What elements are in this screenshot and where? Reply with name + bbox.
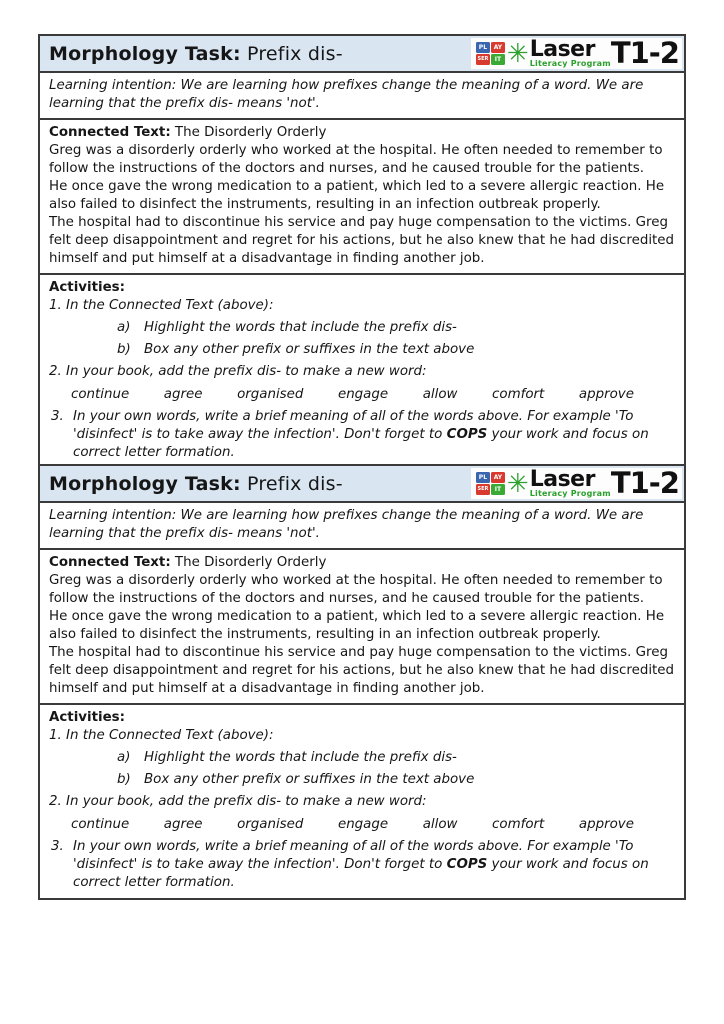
connected-text-label: Connected Text:: [49, 555, 171, 570]
tile-pl: PL: [476, 42, 490, 53]
tile-it: IT: [491, 484, 505, 495]
tile-it: IT: [491, 54, 505, 65]
connected-text-title: The Disorderly Orderly: [170, 125, 327, 140]
word: comfort: [492, 817, 545, 832]
learning-intention: Learning intention: We are learning how prefixes change the meaning of a word. We are learning that the prefix dis- means 'not'.: [40, 71, 684, 118]
list-marker: b): [117, 772, 131, 787]
laser-starburst-icon: ✳: [506, 38, 529, 69]
title-bold: Morphology Task:: [49, 42, 241, 65]
word: organised: [237, 817, 304, 832]
connected-text-cell: [40, 548, 684, 703]
section-header: [40, 36, 684, 71]
word: organised: [237, 387, 304, 402]
activity-item-3: [49, 408, 675, 462]
item-3-pre: In your own words, write a brief meaning of all of the words above. For example 'To 'disinfect' is to take away the infection'. Don't forget to: [73, 409, 634, 442]
brand-subtitle: Literacy Program: [529, 488, 611, 498]
tile-ay: AY: [491, 472, 505, 483]
activities-cell: [40, 703, 684, 898]
activity-item-1b-text: Box any other prefix or suffixes in the text above: [144, 772, 475, 787]
cops-acronym: COPS: [446, 857, 488, 872]
connected-text-cell: [40, 118, 684, 273]
word-list: [49, 386, 634, 404]
brand-subtitle: Literacy Program: [529, 58, 611, 68]
word: continue: [71, 387, 130, 402]
connected-text-paragraph: The hospital had to discontinue his service and pay huge compensation to the victims. Greg felt deep disappointment and regret for his actions, but he also knew that he had discredited himself and put himself at a disadvantage in finding another job.: [49, 215, 675, 266]
activity-item-3-text: [73, 838, 675, 892]
connected-text-paragraph: Greg was a disorderly orderly who worked at the hospital. He often needed to remember to follow the instructions of the doctors and nurses, and he caused trouble for the patients.: [49, 573, 663, 606]
word-list: [49, 816, 634, 834]
list-marker: 3.: [51, 839, 64, 854]
list-marker: b): [117, 342, 131, 357]
activity-item-3-text: [73, 408, 675, 462]
activity-item-2: 2. In your book, add the prefix dis- to make a new word:: [49, 364, 427, 379]
brand-name: Laser: [529, 36, 595, 62]
brand-name: Laser: [529, 466, 595, 492]
list-marker: 3.: [51, 409, 64, 424]
activity-item-1a: [49, 319, 675, 337]
play-tiles-icon: [476, 42, 505, 65]
tile-pl: PL: [476, 472, 490, 483]
connected-text-paragraph: Greg was a disorderly orderly who worked at the hospital. He often needed to remember to follow the instructions of the doctors and nurses, and he caused trouble for the patients.: [49, 143, 663, 176]
program-code: T1-2: [610, 466, 679, 500]
word: agree: [163, 817, 203, 832]
title-rest: Prefix dis-: [240, 472, 343, 495]
activity-item-1a: [49, 749, 675, 767]
list-marker: a): [117, 750, 131, 765]
activity-item-1b: [49, 341, 675, 359]
item-3-post: your work and focus on correct letter formation.: [73, 857, 649, 890]
program-code: T1-2: [610, 36, 679, 70]
item-3-post: your work and focus on correct letter formation.: [73, 427, 649, 460]
worksheet-section-2: [38, 464, 686, 900]
activities-cell: [40, 273, 684, 468]
tile-ser: SER: [476, 54, 490, 65]
connected-text-title-line: [49, 124, 675, 142]
cops-acronym: COPS: [446, 427, 488, 442]
activities-label: Activities:: [49, 710, 126, 725]
activity-item-1a-text: Highlight the words that include the prefix dis-: [144, 750, 457, 765]
connected-text-paragraph: He once gave the wrong medication to a patient, which led to a severe allergic reaction. He also failed to disinfect the instruments, resulting in an infection outbreak properly.: [49, 179, 665, 212]
activity-item-1b-text: Box any other prefix or suffixes in the text above: [144, 342, 475, 357]
page-title: [49, 42, 343, 65]
word: comfort: [492, 387, 545, 402]
activities-label: Activities:: [49, 280, 126, 295]
play-tiles-icon: [476, 472, 505, 495]
word: engage: [337, 387, 389, 402]
item-3-pre: In your own words, write a brief meaning of all of the words above. For example 'To 'disinfect' is to take away the infection'. Don't forget to: [73, 839, 634, 872]
worksheet-section-1: [38, 34, 686, 470]
word: agree: [163, 387, 203, 402]
activity-item-2: 2. In your book, add the prefix dis- to make a new word:: [49, 794, 427, 809]
word: approve: [578, 387, 634, 402]
tile-ser: SER: [476, 484, 490, 495]
learning-intention: Learning intention: We are learning how prefixes change the meaning of a word. We are learning that the prefix dis- means 'not'.: [40, 501, 684, 548]
connected-text-label: Connected Text:: [49, 125, 171, 140]
title-rest: Prefix dis-: [240, 42, 343, 65]
connected-text-title-line: [49, 554, 675, 572]
word: allow: [422, 387, 458, 402]
activity-item-1b: [49, 771, 675, 789]
word: engage: [337, 817, 389, 832]
activity-item-1a-text: Highlight the words that include the prefix dis-: [144, 320, 457, 335]
activity-item-1: 1. In the Connected Text (above):: [49, 728, 274, 743]
connected-text-paragraph: The hospital had to discontinue his service and pay huge compensation to the victims. Greg felt deep disappointment and regret for his actions, but he also knew that he had discredited himself and put himself at a disadvantage in finding another job.: [49, 645, 675, 696]
tile-ay: AY: [491, 42, 505, 53]
title-bold: Morphology Task:: [49, 472, 241, 495]
word: approve: [578, 817, 634, 832]
connected-text-title: The Disorderly Orderly: [170, 555, 327, 570]
word: allow: [422, 817, 458, 832]
brand-block: [529, 466, 611, 498]
word: continue: [71, 817, 130, 832]
activity-item-1: 1. In the Connected Text (above):: [49, 298, 274, 313]
section-header: [40, 466, 684, 501]
page-title: [49, 472, 343, 495]
connected-text-paragraph: He once gave the wrong medication to a patient, which led to a severe allergic reaction. He also failed to disinfect the instruments, resulting in an infection outbreak properly.: [49, 609, 665, 642]
activity-item-3: [49, 838, 675, 892]
laser-literacy-logo: [471, 38, 682, 69]
laser-starburst-icon: ✳: [506, 468, 529, 499]
laser-literacy-logo: [471, 468, 682, 499]
brand-block: [529, 36, 611, 68]
list-marker: a): [117, 320, 131, 335]
